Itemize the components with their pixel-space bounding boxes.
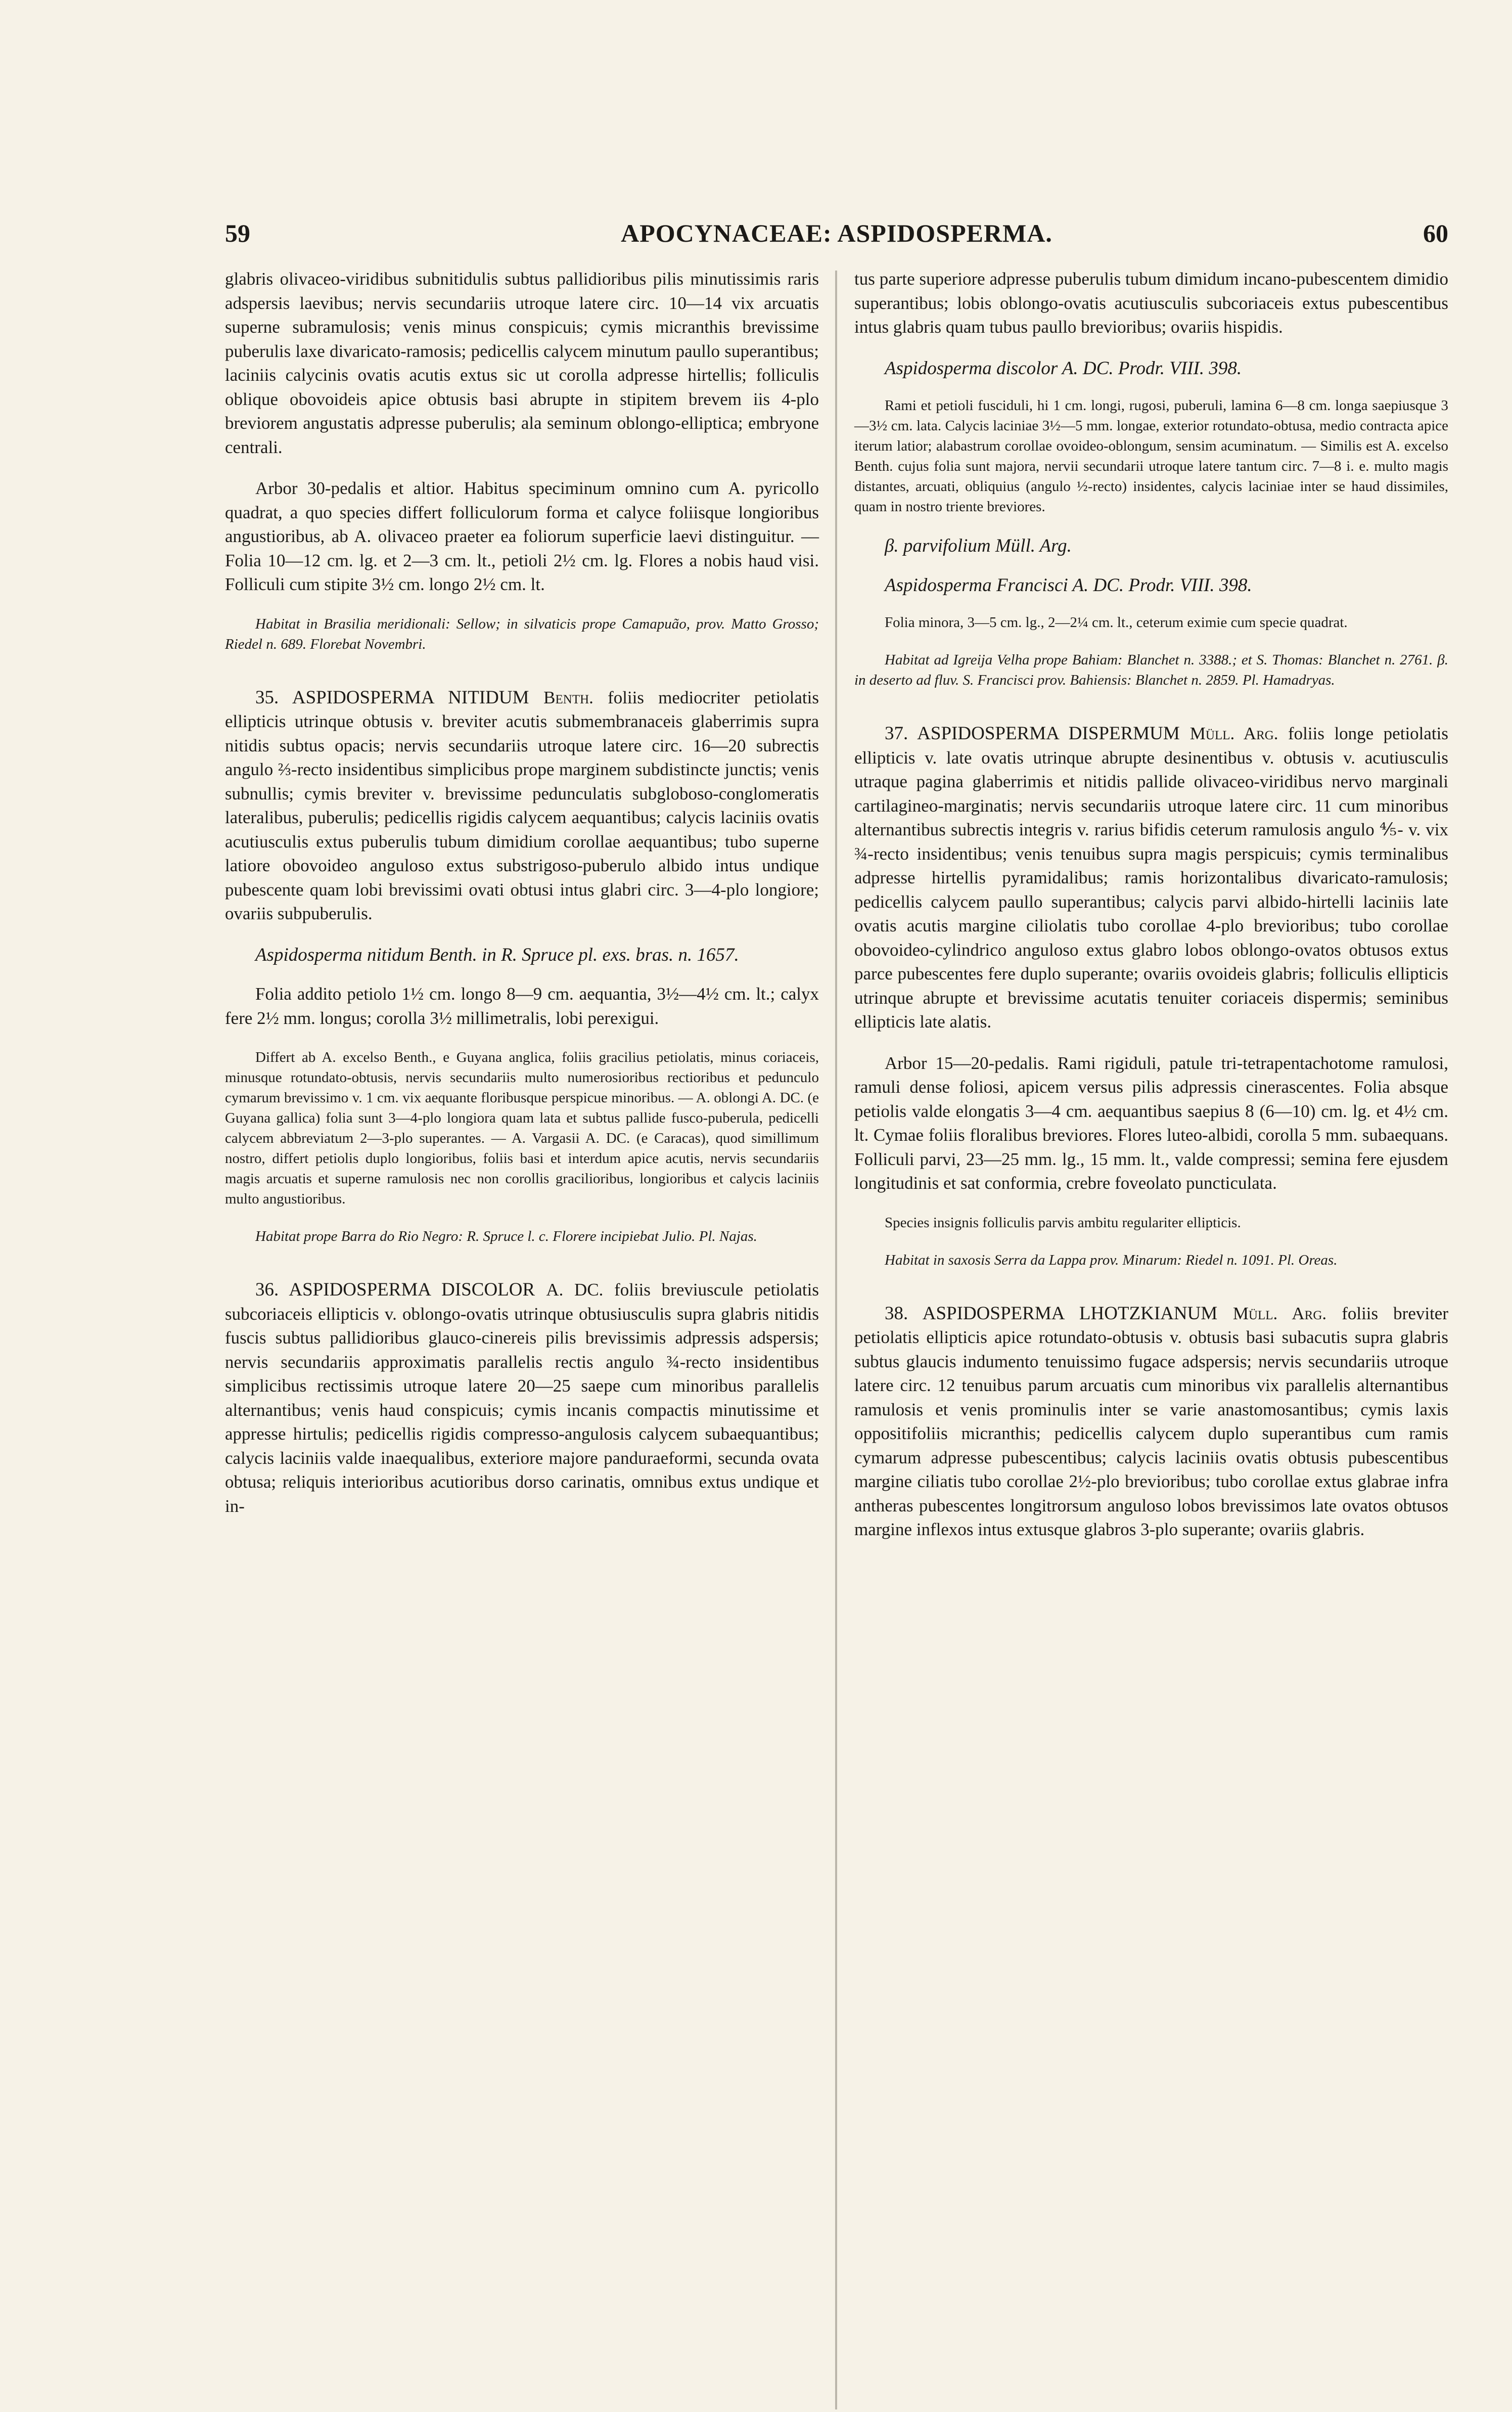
- page-number-left: 59: [225, 219, 250, 247]
- continued-diagnosis: tus parte superiore adpresse puberulis tubum dimidum incano-pubescentem dimidio superantibus; lobis oblongo-ovatis acutiusculis subcoriaceis extus pubescentibus intus glabris quam tubus paullo brevioribus; ovariis hispidis.: [854, 269, 1448, 337]
- species-36-habitat: Habitat ad Igreija Velha prope Bahiam: Blanchet n. 3388.; et S. Thomas: Blanchet n. 2761. β. in deserto ad fluv. S. Francisci prov. Bahiensis: Blanchet n. 2859. Pl. Hamadryas.: [854, 652, 1448, 688]
- species-37-description: Arbor 15—20-pedalis. Rami rigiduli, patule tri-tetrapentachotome ramulosi, ramuli dense foliosi, apicem versus pilis adpressis cinerascentes. Folia absque petiolis valde elongatis 3—4 cm. aequantibus saepius 8 (6—10) cm. lg. et 4½ cm. lt. Cymae foliis floralibus breviores. Flores luteo-albidi, corolla 5 mm. subaequans. Folliculi parvi, 23—25 mm. lg., 15 mm. lt., valde compressi; semina fere ejusdem longitudinis et sat conformia, crebre foveolato puncticulata.: [854, 1053, 1448, 1193]
- species-35-heading: 35. ASPIDOSPERMA NITIDUM: [255, 687, 544, 708]
- species-37-habitat: Habitat in saxosis Serra da Lappa prov. Minarum: Riedel n. 1091. Pl. Oreas.: [885, 1252, 1338, 1268]
- species-36-heading: 36. ASPIDOSPERMA DISCOLOR: [255, 1279, 546, 1300]
- habitus-paragraph: Arbor 30-pedalis et altior. Habitus speciminum omnino cum A. pyricollo quadrat, a quo species differt folliculorum forma et calyce foliisque longioribus angustioribus, ab A. olivaceo praeter ea foliorum superficie laevi distinguitur. — Folia 10—12 cm. lg. et 2—3 cm. lt., petioli 2½ cm. lg. Flores a nobis haud visi. Folliculi cum stipite 3½ cm. longo 2½ cm. lt.: [225, 478, 819, 594]
- species-36-note: Rami et petioli fusciduli, hi 1 cm. longi, rugosi, puberuli, lamina 6—8 cm. longa saepiusque 3—3½ cm. lata. Calycis laciniae 3½—5 mm. longae, exterior rotundato-obtusa, medio contracta apice iterum latior; alabastrum corollae ovoideo-oblongum, sensim acuminatum. — Similis est A. excelso Benth. cujus folia sunt majora, nervii secundarii utroque latere tantum circ. 7—8 i. e. multo magis distantes, arcuati, obliquius (angulo ½-recto) insidentes, calycis laciniae inter se haud dissimiles, quam in nostro triente breviores.: [854, 397, 1448, 515]
- species-37-note: Species insignis folliculis parvis ambitu regulariter ellipticis.: [885, 1214, 1241, 1231]
- species-37-heading: 37. ASPIDOSPERMA DISPERMUM: [885, 723, 1190, 744]
- species-35-entry: [225, 686, 819, 926]
- species-35-note: Differt ab A. excelso Benth., e Guyana anglica, foliis gracilius petiolatis, minus coriaceis, minusque rotundato-obtusis, nervis secundariis multo numerosioribus rectioribus et pedunculo cymarum brevissimo v. 1 cm. vix aequante floribusque perspicue minoribus. — A. oblongi A. DC. (e Guyana gallica) folia sunt 3—4-plo longiora quam lata et subtus pallide fusco-puberula, pedicelli calycem abbreviatum 2—3-plo superantes. — A. Vargasii A. DC. (e Caracas), quod simillimum nostro, differt petiolis duplo longioribus, foliis basi et interdum apice acutis, nervis secundariis magis arcuatis et superne ramulosis nec non corollis gracilioribus, longioribus et calycis laciniis multo angustioribus.: [225, 1049, 819, 1207]
- column-divider: [835, 271, 837, 2409]
- running-title: APOCYNACEAE: ASPIDOSPERMA.: [621, 219, 1052, 247]
- species-35-synonym: Aspidosperma nitidum Benth. in R. Spruce pl. exs. bras. n. 1657.: [255, 944, 739, 965]
- species-35-habitat: Habitat prope Barra do Rio Negro: R. Spruce l. c. Florere incipiebat Julio. Pl. Najas.: [255, 1228, 757, 1244]
- species-38-entry: [854, 1302, 1448, 1542]
- species-35-diagnosis: foliis mediocriter petiolatis ellipticis utrinque obtusis v. breviter acutis submembranaceis glaberrimis supra nitidis subtus opacis; nervis secundariis utroque latere circ. 16—20 subrectis angulo ⅔-recto insidentibus simplicibus prope marginem subdistincte junctis; venis subnullis; cymis breviter v. brevissime pedunculatis subgloboso-conglomeratis lateralibus, puberulis; pedicellis rigidis calycem aequantibus; calycis laciniis ovatis acutiusculis extus puberulis tubum dimidium corollae aequantibus; tubo superne latiore obovoideo anguloso extus substrigoso-puberulo albido intus undique pubescente quam lobi brevissimi ovati obtusi intus glabri circ. 3—4-plo longiore; ovariis subpuberulis.: [225, 687, 819, 923]
- habitat-note: Habitat in Brasilia meridionali: Sellow; in silvaticis prope Camapuão, prov. Matto Grosso; Riedel n. 689. Florebat Novembri.: [225, 615, 819, 652]
- species-36-entry: [225, 1278, 819, 1518]
- species-37-diagnosis: foliis longe petiolatis ellipticis v. late ovatis utrinque abrupte desinentibus v. obtusis v. acutiusculis utraque pagina glaberrimis et nitidis pallide olivaceo-viridibus nervo marginali cartilagineo-marginatis; nervis secundariis utroque latere circ. 11 cum minoribus alternantibus subrectis integris v. rarius bifidis ceterum ramulosis angulo ⅘- v. vix ¾-recto insidentibus; venis tenuibus supra magis perspicuis; cymis terminalibus adpresse hirtellis pyramidalibus; ramis horizontalibus divaricato-ramulosis; pedicellis calycem paullo superantibus; calycis parvi albido-hirtelli laciniis late ovatis acutis margine ciliolatis tubo corollae 4-plo brevioribus; tubo corollae obovoideo-cylindrico anguloso extus glabro lobos oblongo-ovatos obtusos extus parce pubescentes fere duplo superante; ovariis ovoideis glabris; folliculis ellipticis utrinque abrupte et brevissime acutatis tenuiter coriaceis dispermis; seminibus ellipticis late alatis.: [854, 724, 1448, 1032]
- species-38-diagnosis: foliis breviter petiolatis ellipticis apice rotundato-obtusis v. obtusis basi subacutis supra glabris subtus glaucis indumento tenuissimo fugace adspersis; nervis secundariis utroque latere circ. 12 tenuibus parum arcuatis cum minoribus vix parallelis alternantibus ramulosis et venis prominulis inter se varie anastomosantibus; cymis laxis oppositifoliis micranthis; pedicellis calycem duplo superantibus cum ramis cymarum adpresse pubescentibus; calycis laciniis ovatis obtusis pubescentibus margine ciliatis tubo corollae 2½-plo brevioribus; tubo corollae extus glabrae infra antheras pubescentes longitrorsum anguloso lobos brevissimos late ovatos obtusos margine inflexos intus extusque glabros 3-plo superante; ovariis glabris.: [854, 1303, 1449, 1539]
- species-36-author: A. DC.: [546, 1280, 615, 1300]
- species-37-entry: [854, 722, 1448, 1034]
- continued-description: glabris olivaceo-viridibus subnitidulis subtus pallidioribus pilis minutissimis raris adspersis laevibus; nervis secundariis utroque latere circ. 10—14 vix arcuatis superne subramulosis; venis minus conspicuis; cymis micranthis brevissime puberulis laxe divaricato-ramosis; pedicellis calycem minutum paullo superantibus; laciniis calycinis ovatis acutis extus sic ut corolla adpresse hirtellis; folliculis oblique obovoideis apice obtusis basi abrupte in stipitem brevem iis 4-plo breviorem angustatis adpresse puberulis; ala seminum oblongo-elliptica; embryone centrali.: [225, 269, 819, 457]
- species-38-author: Müll. Arg.: [1232, 1303, 1342, 1323]
- variety-beta-note: Folia minora, 3—5 cm. lg., 2—2¼ cm. lt., ceterum eximie cum specie quadrat.: [885, 614, 1348, 631]
- right-column: [854, 267, 1448, 1559]
- species-36-synonym: Aspidosperma discolor A. DC. Prodr. VIII. 398.: [885, 358, 1242, 379]
- running-header: [225, 218, 1448, 254]
- species-36-diagnosis: foliis breviuscule petiolatis subcoriaceis ellipticis v. oblongo-ovatis utrinque obtusiusculis supra glabris nitidis fuscis subtus pallidioribus glauco-cinereis pilis brevissimis adpressis adspersis; nervis secundariis approximatis parallelis rectis angulo ¾-recto insidentibus simplicibus rectissimis utroque latere 20—25 saepe cum minoribus parallelis alternantibus; venis haud conspicuis; cymis incanis compactis minutissime et appresse hirtulis; pedicellis rigidis compresso-angulosis calycem subaequantibus; calycis laciniis valde inaequalibus, exteriore majore panduraeformi, secunda ovata obtusa; reliquis interioribus acutioribus dorso carinatis, omnibus extus undique et in-: [225, 1280, 819, 1516]
- variety-beta-synonym: Aspidosperma Francisci A. DC. Prodr. VIII. 398.: [885, 574, 1252, 596]
- variety-beta: β. parvifolium Müll. Arg.: [885, 535, 1072, 556]
- species-37-author: Müll. Arg.: [1189, 724, 1289, 743]
- species-35-author: Benth.: [543, 687, 608, 707]
- left-column: [225, 267, 819, 1535]
- page-number-right: 60: [1423, 219, 1448, 247]
- species-35-description: Folia addito petiolo 1½ cm. longo 8—9 cm. aequantia, 3½—4½ cm. lt.; calyx fere 2½ mm. longus; corolla 3½ millimetralis, lobi perexigui.: [225, 984, 819, 1028]
- species-38-heading: 38. ASPIDOSPERMA LHOTZKIANUM: [885, 1303, 1233, 1324]
